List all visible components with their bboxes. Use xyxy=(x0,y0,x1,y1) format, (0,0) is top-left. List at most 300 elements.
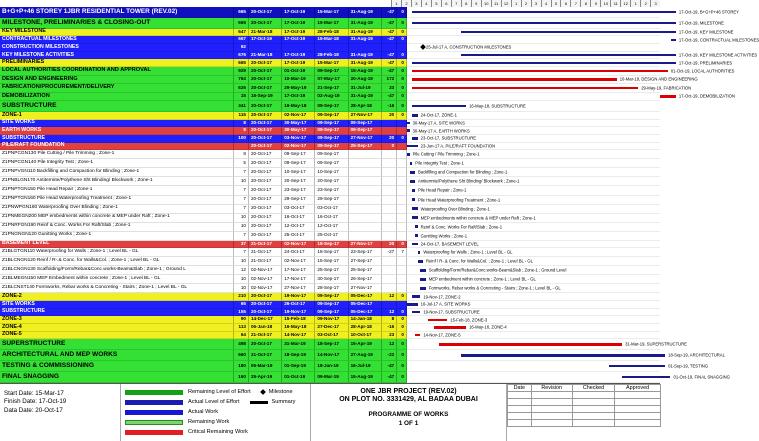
gantt-bar[interactable] xyxy=(412,189,415,192)
gantt-bar-label: 10-Mar-19, DESIGN AND ENGINEERING xyxy=(619,76,698,82)
gantt-bar[interactable] xyxy=(412,78,616,81)
start-date: 20-Oct-17 xyxy=(249,339,282,350)
schedule-row[interactable] xyxy=(0,18,724,29)
schedule-row[interactable] xyxy=(0,92,735,102)
finish-date: 02-Nov-17 xyxy=(282,257,315,266)
activity-name: Z1BLCNST140 Formworks, Rebar works & Concreting - Stairs ; Zone-1 ; Level BL - GL xyxy=(0,284,234,293)
duration: 10 xyxy=(234,284,249,293)
baseline-finish xyxy=(349,232,382,241)
duration: 115 xyxy=(234,112,249,120)
gantt-lane xyxy=(407,361,709,372)
activity-name: CONTRACTUAL MILESTONES xyxy=(0,36,234,44)
gantt-bar[interactable] xyxy=(412,295,420,298)
schedule-row[interactable] xyxy=(0,120,660,128)
summary-icon xyxy=(250,401,268,404)
project-info xyxy=(310,384,506,441)
schedule-row[interactable] xyxy=(0,67,735,76)
legend-actual-loe: Actual Level of Effort xyxy=(188,399,240,405)
variance: -47 xyxy=(382,18,397,29)
axis-tick: 2 xyxy=(401,0,411,7)
revision-table xyxy=(506,384,660,441)
activity-name: Z1PNPCGN130 Pile Cutting / Pile Trimming ; Zone-1 xyxy=(0,150,234,159)
schedule-row[interactable] xyxy=(0,51,758,60)
variance xyxy=(382,266,397,275)
gantt-bar[interactable] xyxy=(412,62,676,65)
activity-name: Z1PNBLGN170 Antitermite/Polythene Sht Blinding/ Blockwork ; Zone-1 xyxy=(0,177,234,186)
duration: 8 xyxy=(234,150,249,159)
schedule-row[interactable] xyxy=(0,7,739,18)
axis-tick: 11 xyxy=(491,0,501,7)
duration: 626 xyxy=(234,84,249,93)
axis-tick: 10 xyxy=(481,0,491,7)
finish-date: 02-Nov-17 xyxy=(282,143,315,151)
duration: 7 xyxy=(234,186,249,195)
schedule-row[interactable] xyxy=(0,339,687,350)
gantt-lane xyxy=(407,248,660,257)
total-float: 0 xyxy=(397,372,407,383)
total-float: 0 xyxy=(397,293,407,301)
finish-date: 18-Sep-19 xyxy=(282,350,315,361)
schedule-row[interactable] xyxy=(0,214,660,223)
schedule-row[interactable] xyxy=(0,372,730,383)
baseline-start: 28-Feb-18 xyxy=(315,52,348,60)
total-float: 0 xyxy=(397,18,407,29)
gantt-bar[interactable] xyxy=(415,234,418,237)
axis-tick: 3 xyxy=(531,0,541,7)
start-date: 25-Apr-19 xyxy=(249,372,282,383)
schedule-row[interactable] xyxy=(0,266,660,275)
gantt-lane xyxy=(407,177,660,186)
baseline-finish: 26-Sep-17 xyxy=(349,275,382,284)
gantt-lane xyxy=(407,309,660,317)
baseline-start: 15-Mar-17 xyxy=(315,18,348,29)
total-float xyxy=(397,223,407,232)
schedule-row[interactable] xyxy=(0,127,660,135)
gantt-bar[interactable] xyxy=(407,153,410,156)
gantt-bar[interactable] xyxy=(434,326,466,329)
gantt-lane xyxy=(407,241,660,249)
duration: 65 xyxy=(234,301,249,309)
schedule-row[interactable] xyxy=(0,257,660,266)
baseline-finish xyxy=(349,177,382,186)
gantt-bar[interactable] xyxy=(412,311,420,314)
gantt-bar[interactable] xyxy=(420,278,425,281)
start-date: 06-Jan-18 xyxy=(249,324,282,332)
axis-tick: 5 xyxy=(551,0,561,7)
total-float: 0 xyxy=(397,101,407,112)
start-date: 20-Oct-17 xyxy=(249,205,282,214)
schedule-row[interactable] xyxy=(0,101,660,112)
baseline-finish: 14-Jan-18 xyxy=(349,316,382,324)
schedule-row[interactable] xyxy=(0,293,660,301)
gantt-bar-label: 01-Oct-19, FINAL SNAGGING xyxy=(673,374,730,380)
activity-name: Z1BLCNGN130 Scaffolding/Form/Rebar&Conc.works-Beam&Slab ; Zone-1 ; Ground L xyxy=(0,266,234,275)
schedule-row[interactable] xyxy=(0,168,660,177)
gantt-bar[interactable] xyxy=(609,365,665,368)
schedule-row[interactable] xyxy=(0,150,660,159)
baseline-finish: 16-Jul-19 xyxy=(349,361,382,372)
gantt-bar-label: Pile Cutting / Pile Trimming ; Zone-1 xyxy=(412,151,480,157)
rev-header-approved: Approved xyxy=(615,385,661,392)
variance: -47 xyxy=(382,7,397,18)
gantt-bar[interactable] xyxy=(420,287,425,290)
schedule-row[interactable] xyxy=(0,59,733,67)
duration: 64 xyxy=(234,332,249,340)
duration: 8 xyxy=(234,127,249,135)
duration: 341 xyxy=(234,101,249,112)
gantt-bar-label: Reinf & Conc. Works For Raft/Slab ; Zone-1 xyxy=(420,224,503,230)
legend-remaining-work: Remaining Work xyxy=(188,419,230,425)
variance: 20 xyxy=(382,112,397,120)
baseline-finish: 31-Aug-19 xyxy=(349,59,382,67)
variance: -47 xyxy=(382,361,397,372)
activity-name: EARTH WORKS xyxy=(0,127,234,135)
schedule-row[interactable] xyxy=(0,316,660,324)
duration: 10 xyxy=(234,177,249,186)
gantt-bar[interactable] xyxy=(461,354,665,357)
legend-critical: Critical Remaining Work xyxy=(188,429,248,435)
baseline-start: 29-Sep-17 xyxy=(315,196,348,205)
schedule-row[interactable] xyxy=(0,223,660,232)
variance xyxy=(382,284,397,293)
baseline-finish: 25-Sep-17 xyxy=(349,266,382,275)
baseline-finish xyxy=(349,214,382,223)
finish-date: 30-May-17 xyxy=(282,127,315,135)
total-float: 0 xyxy=(397,309,407,317)
schedule-row[interactable] xyxy=(0,361,709,372)
variance xyxy=(382,275,397,284)
gantt-bar[interactable] xyxy=(461,31,676,34)
axis-tick: 1 xyxy=(511,0,521,7)
activity-name: MILESTONE, PRELIMINARIES & CLOSING-OUT xyxy=(0,18,234,29)
activity-name: DESIGN AND ENGINEERING xyxy=(0,76,234,85)
activity-name: Z1PNWPGN180 Waterproofing Over Blinding ; Zone-1 xyxy=(0,205,234,214)
gantt-bar[interactable] xyxy=(412,243,417,246)
total-float xyxy=(397,232,407,241)
gantt-bar[interactable] xyxy=(418,260,423,263)
gantt-lane xyxy=(407,350,725,361)
activity-name: ZONE-2 xyxy=(0,293,234,301)
gantt-bar[interactable] xyxy=(407,129,410,132)
gantt-bar-label: 24-Oct-17, ZONE-1 xyxy=(420,112,457,118)
gantt-bar[interactable] xyxy=(412,114,417,117)
gantt-bar[interactable] xyxy=(410,162,413,165)
variance xyxy=(382,120,397,128)
schedule-row[interactable] xyxy=(0,177,660,186)
finish-date: 03-Oct-17 xyxy=(282,205,315,214)
activity-name: Z1BLCNGN120 Reinf / R-.& Conc. for Walls&Col. ; Zone-1 ; Level BL - GL xyxy=(0,257,234,266)
gantt-bar-label: Formworks, Rebar works & Concreting - Stairs ; Zone-1 ; Level BL - GL xyxy=(428,285,561,291)
baseline-finish: 27-Sep-17 xyxy=(349,257,382,266)
schedule-row[interactable] xyxy=(0,159,660,168)
gantt-lane xyxy=(407,214,660,223)
gantt-bar[interactable] xyxy=(410,180,415,183)
schedule-row[interactable] xyxy=(0,112,660,120)
schedule-row[interactable] xyxy=(0,284,660,293)
variance: -47 xyxy=(382,67,397,76)
gantt-lane xyxy=(407,205,660,214)
schedule-row[interactable] xyxy=(0,324,660,332)
finish-date: 17-Oct-19 xyxy=(282,18,315,29)
schedule-row[interactable] xyxy=(0,75,698,85)
finish-date: 17-Oct-19 xyxy=(282,7,315,18)
schedule-row[interactable] xyxy=(0,84,692,93)
activity-name: Z1PNPTGN160 Pile Head Waterproofing Treatment ; Zone-1 xyxy=(0,196,234,205)
finish-date: 23-Sep-17 xyxy=(282,186,315,195)
baseline-start: 25-Oct-17 xyxy=(315,232,348,241)
gantt-bar-label: 17-Oct-19, MILESTONE xyxy=(678,20,724,26)
finish-date: 17-Oct-19 xyxy=(282,29,315,37)
total-float xyxy=(397,177,407,186)
duration: 12 xyxy=(234,266,249,275)
variance xyxy=(382,44,397,52)
gantt-bar-label: 17-Oct-19, DEMOBILIZATION xyxy=(678,93,735,99)
baseline-start: 09-Sep-17 xyxy=(315,301,348,309)
variance: 8 xyxy=(382,316,397,324)
finish-date: 19-Nov-17 xyxy=(282,309,315,317)
finish-date: 17-Oct-19 xyxy=(282,52,315,60)
activity-name: Z1PNPCGN140 Pile Integrity Test ; Zone-1 xyxy=(0,159,234,168)
total-float xyxy=(397,301,407,309)
start-date: 14-Dec-17 xyxy=(249,316,282,324)
axis-tick: 1 xyxy=(630,0,640,7)
activity-name: FINAL SNAGGING xyxy=(0,372,234,383)
schedule-row[interactable] xyxy=(0,143,660,151)
variance: -16 xyxy=(382,101,397,112)
schedule-row[interactable] xyxy=(0,36,759,44)
axis-tick: 12 xyxy=(620,0,630,7)
baseline-finish xyxy=(349,44,382,52)
variance xyxy=(382,223,397,232)
schedule-row[interactable] xyxy=(0,135,660,143)
total-float: 0 xyxy=(397,67,407,76)
variance: 172 xyxy=(382,76,397,85)
start-date: 20-Oct-17 xyxy=(249,196,282,205)
baseline-start: 14-Nov-17 xyxy=(315,350,348,361)
schedule-row[interactable] xyxy=(0,186,660,195)
baseline-finish xyxy=(349,168,382,177)
gantt-lane xyxy=(407,7,739,18)
gantt-bar[interactable] xyxy=(415,334,420,337)
schedule-row[interactable] xyxy=(0,332,660,340)
gantt-lane xyxy=(407,293,660,301)
gantt-lane xyxy=(407,324,660,332)
gantt-bar[interactable] xyxy=(412,11,676,14)
schedule-row[interactable] xyxy=(0,309,660,317)
activity-name: FABRICATION/PROCUREMENT/DELIVERY xyxy=(0,84,234,93)
baseline-start: 09-Sep-17 xyxy=(315,135,348,143)
finish-date: Finish Date: 17-Oct-19 xyxy=(4,398,67,406)
gantt-bar-label: Waterproofing Over Blinding ; Zone-1 xyxy=(420,206,490,212)
activity-name: ARCHITECTURAL AND MEP WORKS xyxy=(0,350,234,361)
schedule-row[interactable] xyxy=(0,232,660,241)
variance: -47 xyxy=(382,59,397,67)
finish-date: 29-Sep-17 xyxy=(282,196,315,205)
activity-name: SUPERSTRUCTURE xyxy=(0,339,234,350)
gantt-bar[interactable] xyxy=(415,225,418,228)
gantt-lane xyxy=(407,168,660,177)
gantt-bar-label: 30-May-17 A, SITE WORKS xyxy=(412,120,465,126)
baseline-start: 30-Sep-17 xyxy=(315,275,348,284)
schedule-row[interactable] xyxy=(0,248,660,257)
gantt-bar[interactable] xyxy=(412,70,668,73)
gantt-bar[interactable] xyxy=(439,343,622,346)
baseline-start: 15-Sep-17 xyxy=(315,257,348,266)
schedule-row[interactable] xyxy=(0,301,660,309)
start-date: 20-Oct-17 xyxy=(249,127,282,135)
baseline-start: 09-Sep-17 xyxy=(315,309,348,317)
activity-name: B+G+P+46 STOREY 1JBR RESIDENTIAL TOWER (REV.02) xyxy=(0,7,234,18)
gantt-bar[interactable] xyxy=(420,269,425,272)
axis-tick: 3 xyxy=(650,0,660,7)
baseline-start: 03-Oct-17 xyxy=(315,332,348,340)
duration: 676 xyxy=(234,52,249,60)
total-float: 0 xyxy=(397,7,407,18)
schedule-row[interactable] xyxy=(0,275,660,284)
finish-date: 17-Nov-17 xyxy=(282,266,315,275)
legend-swatch-remaining-work xyxy=(125,420,183,425)
baseline-start: 09-Sep-17 xyxy=(315,127,348,135)
baseline-finish: 27-Aug-19 xyxy=(349,350,382,361)
start-date: 05-Mar-19 xyxy=(249,361,282,372)
gantt-lane xyxy=(407,59,733,67)
duration: 10 xyxy=(234,257,249,266)
baseline-finish: 27-Nov-17 xyxy=(349,241,382,249)
baseline-start: 23-Sep-17 xyxy=(315,186,348,195)
gantt-bar[interactable] xyxy=(461,54,676,57)
schedule-row[interactable] xyxy=(0,350,725,361)
baseline-start: 16-Oct-17 xyxy=(315,214,348,223)
gantt-bar-label: 18-Sep-19, ARCHITECTURAL xyxy=(668,352,725,358)
gantt-bar[interactable] xyxy=(407,145,418,148)
gantt-lane xyxy=(407,135,660,143)
start-date: 21-Oct-17 xyxy=(249,257,282,266)
duration: 8 xyxy=(234,120,249,128)
baseline-start: 02-Aug-19 xyxy=(315,93,348,102)
activity-name: PRELIMINARIES xyxy=(0,59,234,67)
duration: 660 xyxy=(234,350,249,361)
schedule-row[interactable] xyxy=(0,205,660,214)
finish-date: 17-Oct-19 xyxy=(282,36,315,44)
schedule-row[interactable] xyxy=(0,44,660,52)
baseline-finish: 28-Apr-18 xyxy=(349,324,382,332)
start-date: 20-Oct-17 xyxy=(249,143,282,151)
gantt-bar[interactable] xyxy=(412,207,417,210)
gantt-lane xyxy=(407,186,660,195)
gantt-lane xyxy=(407,18,724,29)
gantt-lane xyxy=(407,332,660,340)
start-date: 17-Oct-19 xyxy=(249,36,282,44)
gantt-bar[interactable] xyxy=(410,171,415,174)
duration: 667 xyxy=(234,36,249,44)
start-date: Start Date: 15-Mar-17 xyxy=(4,390,64,397)
activity-name: LOCAL AUTHORITIES COORDINATION AND APPROVAL xyxy=(0,67,234,76)
start-date: 20-Oct-17 xyxy=(249,177,282,186)
total-float: 0 xyxy=(397,52,407,60)
schedule-row[interactable] xyxy=(0,28,734,37)
gantt-bar[interactable] xyxy=(412,87,638,90)
legend-remaining-loe: Remaining Level of Effort xyxy=(188,389,251,395)
variance: -47 xyxy=(382,52,397,60)
finish-date: 17-Nov-17 xyxy=(282,275,315,284)
baseline-finish: 28-Apr-18 xyxy=(349,101,382,112)
start-date xyxy=(249,44,282,52)
gantt-lane xyxy=(407,44,660,52)
start-date: 20-Oct-17 xyxy=(249,293,282,301)
variance xyxy=(382,301,397,309)
gantt-bar[interactable] xyxy=(671,39,676,42)
start-date: 20-Oct-17 xyxy=(249,84,282,93)
total-float: 0 xyxy=(397,241,407,249)
axis-tick: 9 xyxy=(471,0,481,7)
milestone-marker[interactable] xyxy=(420,45,426,51)
gantt-bar-label: 14-Nov-17, ZONE-5 xyxy=(423,332,461,338)
finish-date: 16-May-18 xyxy=(282,324,315,332)
baseline-start: 12-Oct-17 xyxy=(315,223,348,232)
gantt-bar-label: Backfilling and Compaction for Blinding ; Zone-1 xyxy=(417,169,508,175)
axis-tick: 2 xyxy=(640,0,650,7)
axis-tick: 1 xyxy=(391,0,401,7)
total-float xyxy=(397,205,407,214)
total-float xyxy=(397,127,407,135)
activity-name: ZONE-3 xyxy=(0,316,234,324)
baseline-start: 21-Sep-17 xyxy=(315,84,348,93)
schedule-row[interactable] xyxy=(0,196,660,205)
gantt-lane xyxy=(407,127,660,135)
finish-date: 01-Oct-19 xyxy=(282,372,315,383)
legend-summary: Summary xyxy=(271,399,296,405)
gantt-bar[interactable] xyxy=(412,22,676,25)
gantt-bar[interactable] xyxy=(412,105,466,108)
axis-tick: 11 xyxy=(610,0,620,7)
variance xyxy=(382,196,397,205)
total-float: 0 xyxy=(397,36,407,44)
baseline-start: 18-Jan-19 xyxy=(315,361,348,372)
total-float xyxy=(397,150,407,159)
gantt-bar-label: 16-Jul-17 A, SITE WORKS xyxy=(420,301,471,307)
duration: 92 xyxy=(234,44,249,52)
schedule-row[interactable] xyxy=(0,241,660,249)
finish-date: 31-Mar-19 xyxy=(282,339,315,350)
variance: -47 xyxy=(382,29,397,37)
start-date: 21-Oct-17 xyxy=(249,248,282,257)
baseline-finish: 15-Apr-19 xyxy=(349,339,382,350)
gantt-lane xyxy=(407,284,660,293)
start-date: 20-Oct-17 xyxy=(249,59,282,67)
gantt-bar[interactable] xyxy=(412,137,417,140)
gantt-bar[interactable] xyxy=(407,122,410,125)
gantt-bar[interactable] xyxy=(428,319,447,322)
baseline-finish: 23-Sep-17 xyxy=(349,248,382,257)
gantt-lane xyxy=(407,143,660,151)
finish-date: 01-Oct-19 xyxy=(282,67,315,76)
data-date: Data Date: 20-Oct-17 xyxy=(4,406,63,414)
gantt-bar[interactable] xyxy=(407,303,418,306)
gantt-bar[interactable] xyxy=(412,216,417,219)
total-float xyxy=(397,257,407,266)
gantt-lane xyxy=(407,159,660,168)
gantt-bar[interactable] xyxy=(412,198,415,201)
start-date: 20-Oct-17 xyxy=(249,120,282,128)
gantt-bar[interactable] xyxy=(622,376,670,379)
gantt-bar[interactable] xyxy=(660,95,676,98)
start-date: 15-Sep-19 xyxy=(249,93,282,102)
total-float xyxy=(397,266,407,275)
baseline-start: 09-Nov-17 xyxy=(315,316,348,324)
gantt-bar[interactable] xyxy=(418,251,421,254)
baseline-start: 09-Sep-17 xyxy=(315,101,348,112)
baseline-finish xyxy=(349,223,382,232)
